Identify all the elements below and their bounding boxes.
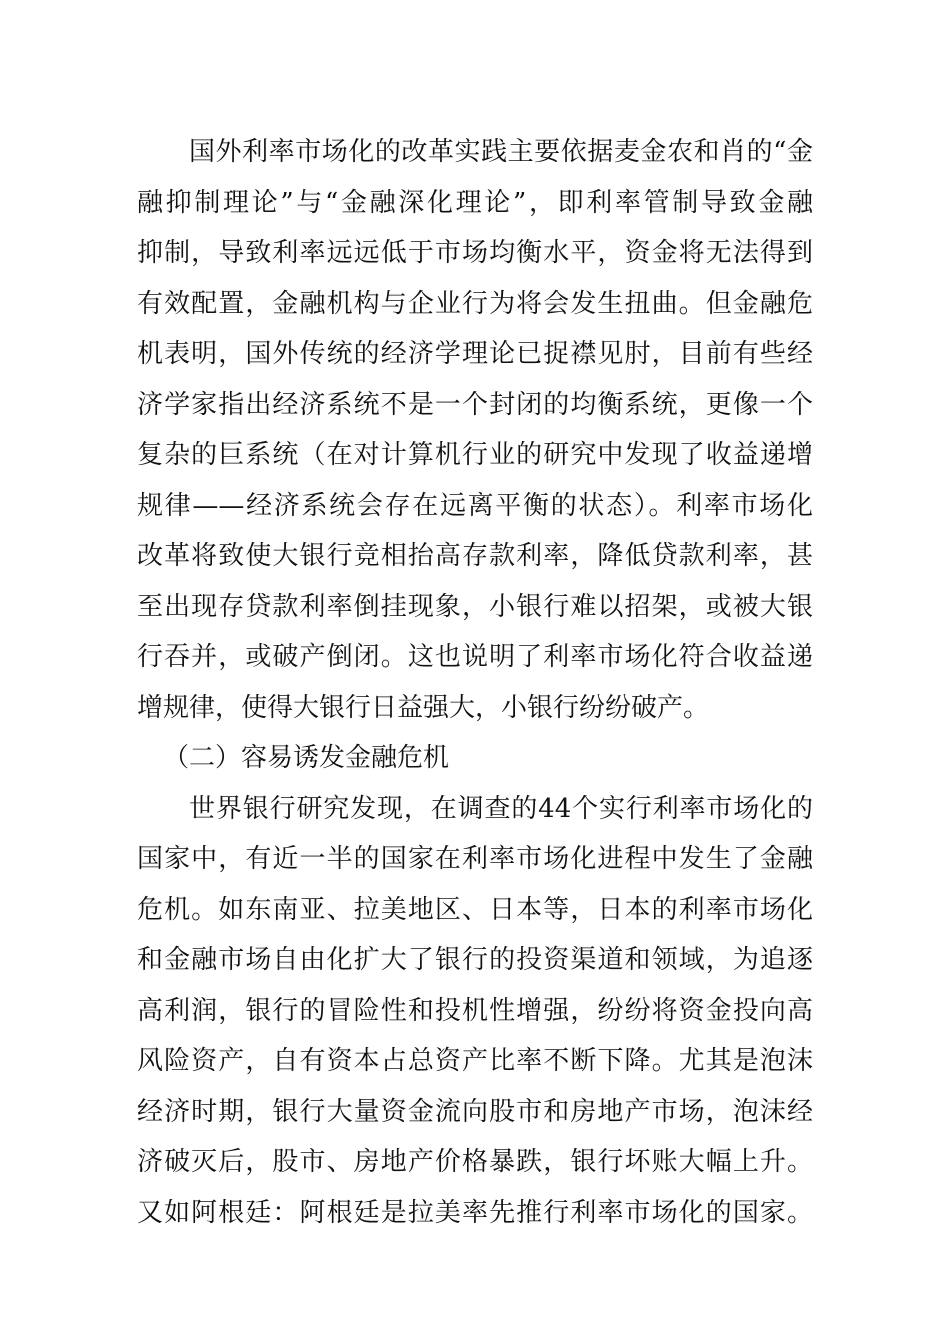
paragraph-line: 有效配置，金融机构与企业行为将会发生扭曲。但金融危: [137, 288, 813, 319]
paragraph-line: 融抑制理论”与“金融深化理论”，即利率管制导致金融: [137, 187, 813, 218]
paragraph-line: 济破灭后，股市、房地产价格暴跌，银行坏账大幅上升。: [137, 1147, 813, 1177]
paragraph-line: 高利润，银行的冒险性和投机性增强，纷纷将资金投向高: [137, 995, 813, 1026]
paragraph-line: 风险资产，自有资本占总资产比率不断下降。尤其是泡沫: [137, 1046, 813, 1076]
paragraph-financial-crisis: [137, 784, 813, 1239]
paragraph-line: 危机。如东南亚、拉美地区、日本等，日本的利率市场化: [137, 894, 813, 925]
paragraph-line: 至出现存贷款利率倒挂现象，小银行难以招架，或被大银: [137, 591, 813, 622]
paragraph-line: 又如阿根廷：阿根廷是拉美率先推行利率市场化的国家。: [137, 1197, 813, 1228]
paragraph-line: 机表明，国外传统的经济学理论已捉襟见肘，目前有些经: [137, 339, 813, 369]
paragraph-line: 抑制，导致利率远远低于市场均衡水平，资金将无法得到: [137, 238, 813, 268]
paragraph-line: 复杂的巨系统（在对计算机行业的研究中发现了收益递增: [137, 440, 813, 470]
section-heading: （二）容易诱发金融危机: [163, 743, 450, 773]
paragraph-line: 世界银行研究发现，在调查的44个实行利率市场化的: [189, 793, 813, 824]
paragraph-line: 规律——经济系统会存在远离平衡的状态）。利率市场化: [137, 490, 813, 521]
paragraph-line: 国家中，有近一半的国家在利率市场化进程中发生了金融: [137, 844, 813, 874]
paragraph-line: 国外利率市场化的改革实践主要依据麦金农和肖的“金: [189, 137, 813, 167]
paragraph-line: 增规律，使得大银行日益强大，小银行纷纷破产。: [137, 692, 710, 723]
paragraph-line: 行吞并，或破产倒闭。这也说明了利率市场化符合收益递: [137, 642, 813, 672]
paragraph-financial-repression: [137, 127, 813, 733]
paragraph-line: 和金融市场自由化扩大了银行的投资渠道和领域，为追逐: [137, 945, 813, 975]
document-body: [137, 127, 813, 1238]
paragraph-line: 经济时期，银行大量资金流向股市和房地产市场，泡沫经: [137, 1096, 813, 1127]
paragraph-line: 济学家指出经济系统不是一个封闭的均衡系统，更像一个: [137, 389, 813, 420]
paragraph-line: 改革将致使大银行竞相抬高存款利率，降低贷款利率，甚: [137, 541, 813, 571]
